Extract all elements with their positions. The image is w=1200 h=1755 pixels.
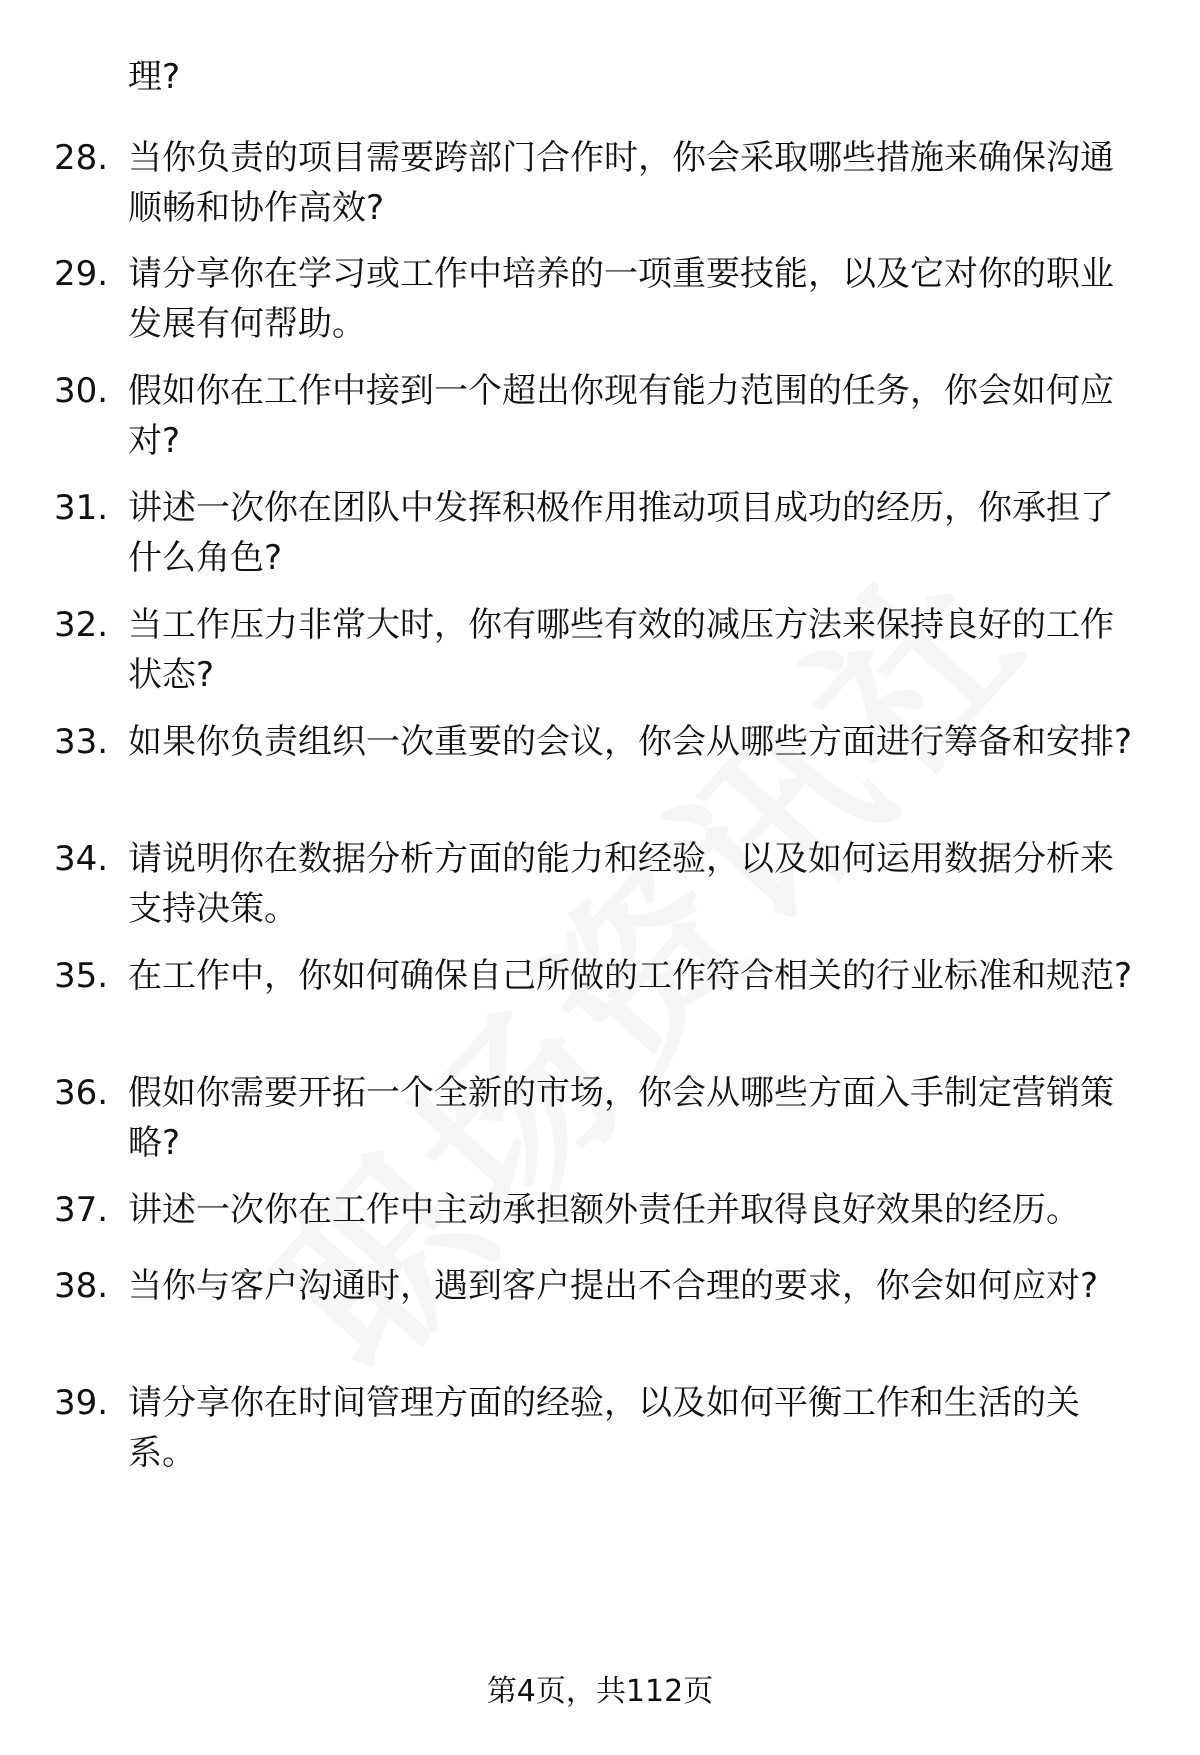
question-number: 32.: [54, 605, 109, 645]
question-text: 假如你需要开拓一个全新的市场，你会从哪些方面入手制定营销策略?: [128, 1073, 1114, 1163]
question-text: 请分享你在学习或工作中培养的一项重要技能，以及它对你的职业发展有何帮助。: [128, 254, 1114, 344]
question-number: 31.: [54, 488, 109, 528]
question-item: [0, 1068, 1200, 1168]
question-text: 讲述一次你在团队中发挥积极作用推动项目成功的经历，你承担了什么角色?: [128, 488, 1114, 578]
question-number: 38.: [54, 1266, 109, 1306]
question-item: [0, 834, 1200, 934]
question-text: 讲述一次你在工作中主动承担额外责任并取得良好效果的经历。: [128, 1190, 1080, 1230]
question-text: 当工作压力非常大时，你有哪些有效的减压方法来保持良好的工作状态?: [128, 605, 1114, 695]
question-item: [0, 1378, 1200, 1478]
question-number: 39.: [54, 1383, 109, 1423]
question-item: [0, 717, 1200, 817]
question-text: 请分享你在时间管理方面的经验，以及如何平衡工作和生活的关系。: [128, 1383, 1080, 1473]
question-number: 29.: [54, 254, 109, 294]
question-item: [0, 249, 1200, 349]
page-footer: 第4页，共112页: [486, 1674, 714, 1709]
question-item: [0, 483, 1200, 583]
question-text: 请说明你在数据分析方面的能力和经验，以及如何运用数据分析来支持决策。: [128, 839, 1114, 929]
question-item: [0, 133, 1200, 233]
question-text: 当你负责的项目需要跨部门合作时，你会采取哪些措施来确保沟通顺畅和协作高效?: [128, 138, 1114, 228]
question-text: 假如你在工作中接到一个超出你现有能力范围的任务，你会如何应对?: [128, 371, 1114, 461]
question-text: 当你与客户沟通时，遇到客户提出不合理的要求，你会如何应对?: [128, 1266, 1099, 1306]
question-number: 36.: [54, 1073, 109, 1113]
question-number: 30.: [54, 371, 109, 411]
question-number: 37.: [54, 1190, 109, 1230]
question-item: [0, 600, 1200, 700]
question-number: 34.: [54, 839, 109, 879]
question-item: [0, 1261, 1200, 1361]
question-text: 如果你负责组织一次重要的会议，你会从哪些方面进行筹备和安排?: [128, 722, 1133, 762]
question-text: 在工作中，你如何确保自己所做的工作符合相关的行业标准和规范?: [128, 956, 1133, 996]
continuation-text: 理?: [128, 57, 181, 97]
question-number: 33.: [54, 722, 109, 762]
question-item: [0, 366, 1200, 466]
question-number: 28.: [54, 138, 109, 178]
question-item: [0, 951, 1200, 1051]
question-number: 35.: [54, 956, 109, 996]
